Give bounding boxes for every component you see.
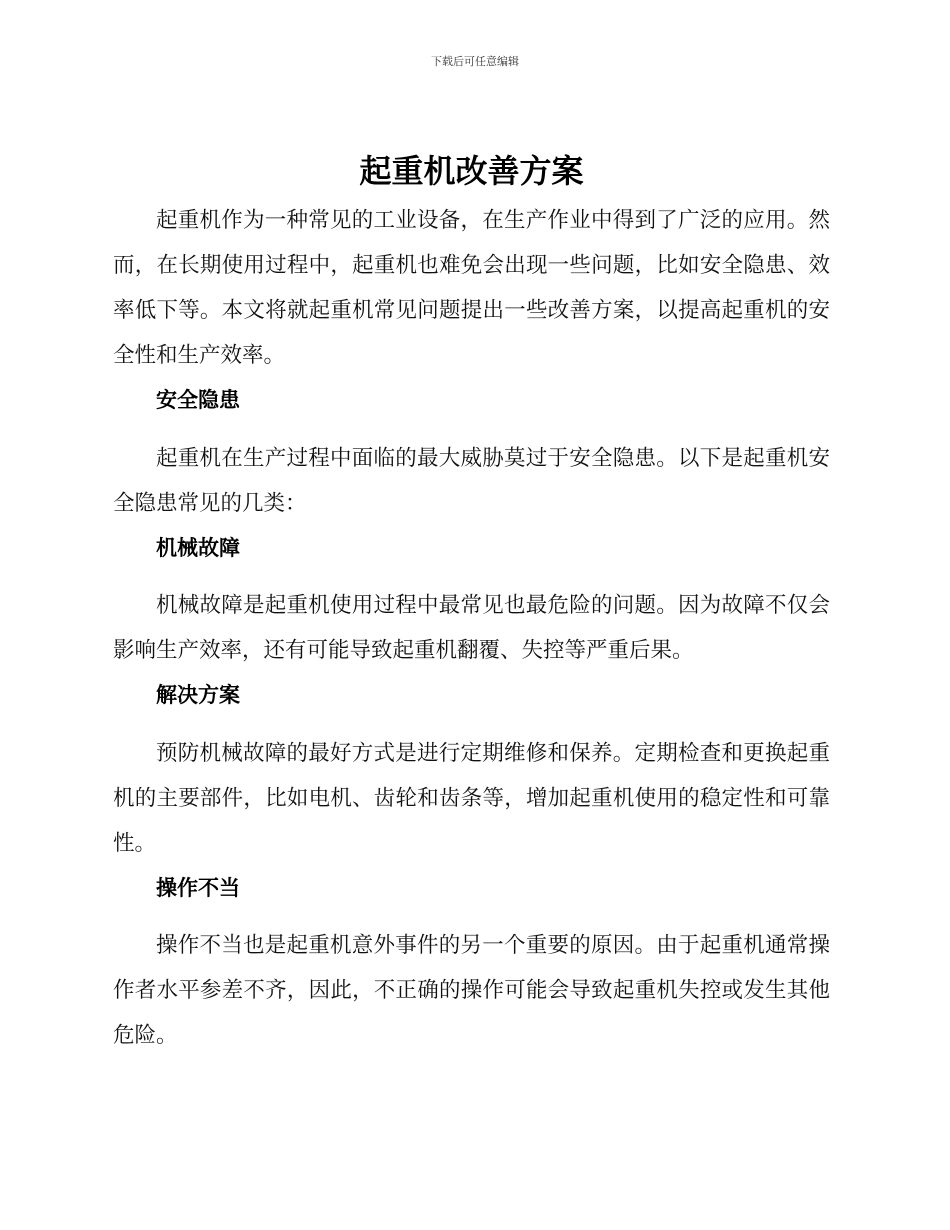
section-heading-improper-operation: 操作不当 [156, 875, 240, 900]
intro-paragraph [113, 198, 830, 378]
paragraph-line: 危险。 [113, 1023, 178, 1048]
safety-hazards-paragraph [113, 436, 830, 526]
page-header-note: 下载后可任意编辑 [431, 55, 519, 68]
paragraph-line: 机械故障是起重机使用过程中最常见也最危险的问题。因为故障不仅会 [156, 593, 830, 618]
document-body [113, 149, 830, 1058]
document-title: 起重机改善方案 [359, 152, 584, 190]
paragraph-line: 影响生产效率，还有可能导致起重机翻覆、失控等严重后果。 [113, 638, 694, 663]
section-heading-safety-hazards: 安全隐患 [156, 388, 240, 412]
paragraph-line: 作者水平参差不齐，因此，不正确的操作可能会导致起重机失控或发生其他 [113, 978, 830, 1003]
paragraph-line: 全隐患常见的几类： [113, 490, 307, 516]
mechanical-failure-paragraph [113, 583, 830, 673]
paragraph-line: 而，在长期使用过程中，起重机也难免会出现一些问题，比如安全隐患、效 [113, 253, 830, 278]
paragraph-line: 预防机械故障的最好方式是进行定期维修和保养。定期检查和更换起重 [156, 740, 830, 766]
solution-paragraph [113, 731, 830, 866]
improper-operation-paragraph [113, 923, 830, 1058]
paragraph-line: 操作不当也是起重机意外事件的另一个重要的原因。由于起重机通常操 [156, 933, 830, 958]
paragraph-line: 机的主要部件，比如电机、齿轮和齿条等，增加起重机使用的稳定性和可靠 [113, 785, 830, 811]
paragraph-line: 起重机在生产过程中面临的最大威胁莫过于安全隐患。以下是起重机安 [156, 445, 830, 471]
paragraph-line: 起重机作为一种常见的工业设备，在生产作业中得到了广泛的应用。然 [156, 208, 830, 233]
paragraph-line: 性。 [113, 830, 157, 856]
paragraph-line: 全性和生产效率。 [113, 343, 286, 368]
section-heading-mechanical-failure: 机械故障 [156, 535, 240, 560]
section-heading-solution: 解决方案 [156, 683, 240, 707]
paragraph-line: 率低下等。本文将就起重机常见问题提出一些改善方案，以提高起重机的安 [113, 298, 830, 323]
